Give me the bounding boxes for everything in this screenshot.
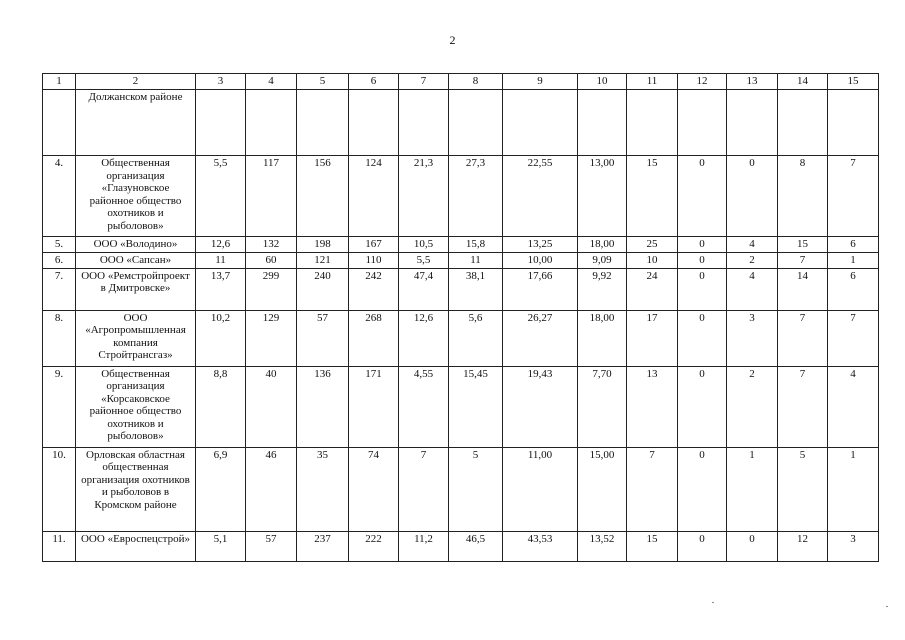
value-cell-col-6: 74 — [349, 447, 399, 531]
value-cell-col-13: 4 — [727, 237, 778, 253]
value-cell-col-4: 60 — [246, 253, 297, 269]
value-cell-col-5: 198 — [297, 237, 349, 253]
empty-cell — [449, 90, 503, 156]
organization-name-cell: ООО «Евроспецстрой» — [76, 531, 196, 561]
value-cell-col-9: 11,00 — [503, 447, 578, 531]
column-header: 13 — [727, 74, 778, 90]
row-number-cell: 8. — [43, 310, 76, 366]
empty-cell — [778, 90, 828, 156]
value-cell-col-14: 7 — [778, 253, 828, 269]
value-cell-col-10: 15,00 — [578, 447, 627, 531]
value-cell-col-12: 0 — [678, 531, 727, 561]
value-cell-col-5: 57 — [297, 310, 349, 366]
organization-name-cell: ООО «Агропромышленная компания Стройтрансгаз» — [76, 310, 196, 366]
value-cell-col-14: 7 — [778, 366, 828, 447]
value-cell-col-6: 171 — [349, 366, 399, 447]
value-cell-col-7: 4,55 — [399, 366, 449, 447]
value-cell-col-6: 124 — [349, 156, 399, 237]
value-cell-col-7: 11,2 — [399, 531, 449, 561]
value-cell-col-3: 5,5 — [196, 156, 246, 237]
value-cell-col-14: 8 — [778, 156, 828, 237]
row-number-cell: 4. — [43, 156, 76, 237]
empty-cell — [727, 90, 778, 156]
value-cell-col-12: 0 — [678, 237, 727, 253]
column-header: 2 — [76, 74, 196, 90]
row-number-cell: 11. — [43, 531, 76, 561]
value-cell-col-3: 10,2 — [196, 310, 246, 366]
column-header: 1 — [43, 74, 76, 90]
value-cell-col-15: 1 — [828, 253, 879, 269]
value-cell-col-5: 121 — [297, 253, 349, 269]
empty-cell — [678, 90, 727, 156]
value-cell-col-4: 132 — [246, 237, 297, 253]
value-cell-col-9: 26,27 — [503, 310, 578, 366]
organization-name-cell: ООО «Володино» — [76, 237, 196, 253]
value-cell-col-12: 0 — [678, 366, 727, 447]
value-cell-col-12: 0 — [678, 268, 727, 310]
row-number-cell: 5. — [43, 237, 76, 253]
row-number-cell: 9. — [43, 366, 76, 447]
organization-name-cell: ООО «Сапсан» — [76, 253, 196, 269]
value-cell-col-5: 35 — [297, 447, 349, 531]
value-cell-col-3: 13,7 — [196, 268, 246, 310]
value-cell-col-14: 14 — [778, 268, 828, 310]
column-header: 9 — [503, 74, 578, 90]
value-cell-col-9: 10,00 — [503, 253, 578, 269]
column-header: 15 — [828, 74, 879, 90]
value-cell-col-6: 167 — [349, 237, 399, 253]
value-cell-col-11: 7 — [627, 447, 678, 531]
value-cell-col-8: 15,8 — [449, 237, 503, 253]
continuation-row — [43, 90, 879, 156]
value-cell-col-10: 18,00 — [578, 310, 627, 366]
value-cell-col-11: 13 — [627, 366, 678, 447]
value-cell-col-8: 38,1 — [449, 268, 503, 310]
value-cell-col-14: 15 — [778, 237, 828, 253]
row-number-cell: 10. — [43, 447, 76, 531]
value-cell-col-10: 18,00 — [578, 237, 627, 253]
value-cell-col-15: 3 — [828, 531, 879, 561]
value-cell-col-3: 6,9 — [196, 447, 246, 531]
value-cell-col-12: 0 — [678, 447, 727, 531]
value-cell-col-6: 110 — [349, 253, 399, 269]
value-cell-col-10: 7,70 — [578, 366, 627, 447]
value-cell-col-15: 7 — [828, 310, 879, 366]
value-cell-col-14: 12 — [778, 531, 828, 561]
column-number-row — [43, 74, 879, 90]
value-cell-col-10: 13,00 — [578, 156, 627, 237]
value-cell-col-5: 237 — [297, 531, 349, 561]
value-cell-col-13: 2 — [727, 253, 778, 269]
value-cell-col-15: 4 — [828, 366, 879, 447]
value-cell-col-8: 5,6 — [449, 310, 503, 366]
organization-name-cell: Должанском районе — [76, 90, 196, 156]
empty-cell — [297, 90, 349, 156]
value-cell-col-4: 40 — [246, 366, 297, 447]
table-row — [43, 531, 879, 561]
value-cell-col-4: 117 — [246, 156, 297, 237]
value-cell-col-8: 15,45 — [449, 366, 503, 447]
value-cell-col-5: 240 — [297, 268, 349, 310]
value-cell-col-14: 5 — [778, 447, 828, 531]
table-row — [43, 268, 879, 310]
value-cell-col-13: 0 — [727, 531, 778, 561]
value-cell-col-15: 1 — [828, 447, 879, 531]
empty-cell — [196, 90, 246, 156]
organization-name-cell: Общественная организация «Корсаковское районное общество охотников и рыболовов» — [76, 366, 196, 447]
row-number-cell: 6. — [43, 253, 76, 269]
empty-cell — [503, 90, 578, 156]
value-cell-col-10: 13,52 — [578, 531, 627, 561]
value-cell-col-13: 1 — [727, 447, 778, 531]
organization-name-cell: Орловская областная общественная организация охотников и рыболовов в Кромском районе — [76, 447, 196, 531]
page-number: 2 — [449, 33, 456, 47]
value-cell-col-4: 299 — [246, 268, 297, 310]
column-header: 12 — [678, 74, 727, 90]
scan-speck — [886, 606, 888, 607]
value-cell-col-13: 4 — [727, 268, 778, 310]
value-cell-col-5: 136 — [297, 366, 349, 447]
value-cell-col-12: 0 — [678, 156, 727, 237]
value-cell-col-8: 11 — [449, 253, 503, 269]
value-cell-col-12: 0 — [678, 253, 727, 269]
data-table — [42, 73, 879, 562]
column-header: 10 — [578, 74, 627, 90]
value-cell-col-11: 15 — [627, 531, 678, 561]
value-cell-col-11: 25 — [627, 237, 678, 253]
value-cell-col-7: 47,4 — [399, 268, 449, 310]
column-header: 5 — [297, 74, 349, 90]
value-cell-col-3: 11 — [196, 253, 246, 269]
value-cell-col-8: 27,3 — [449, 156, 503, 237]
value-cell-col-13: 0 — [727, 156, 778, 237]
table-row — [43, 366, 879, 447]
value-cell-col-7: 10,5 — [399, 237, 449, 253]
empty-cell — [828, 90, 879, 156]
value-cell-col-13: 2 — [727, 366, 778, 447]
empty-cell — [578, 90, 627, 156]
row-number-cell: 7. — [43, 268, 76, 310]
value-cell-col-11: 24 — [627, 268, 678, 310]
row-number-cell — [43, 90, 76, 156]
value-cell-col-7: 5,5 — [399, 253, 449, 269]
column-header: 11 — [627, 74, 678, 90]
value-cell-col-3: 5,1 — [196, 531, 246, 561]
value-cell-col-10: 9,92 — [578, 268, 627, 310]
value-cell-col-15: 6 — [828, 237, 879, 253]
table-row — [43, 253, 879, 269]
value-cell-col-9: 13,25 — [503, 237, 578, 253]
column-header: 3 — [196, 74, 246, 90]
organization-name-cell: Общественная организация «Глазуновское районное общество охотников и рыболовов» — [76, 156, 196, 237]
value-cell-col-13: 3 — [727, 310, 778, 366]
table-row — [43, 447, 879, 531]
empty-cell — [627, 90, 678, 156]
value-cell-col-7: 12,6 — [399, 310, 449, 366]
value-cell-col-9: 43,53 — [503, 531, 578, 561]
value-cell-col-11: 17 — [627, 310, 678, 366]
value-cell-col-11: 15 — [627, 156, 678, 237]
column-header: 7 — [399, 74, 449, 90]
empty-cell — [349, 90, 399, 156]
value-cell-col-6: 242 — [349, 268, 399, 310]
value-cell-col-8: 46,5 — [449, 531, 503, 561]
value-cell-col-9: 17,66 — [503, 268, 578, 310]
value-cell-col-9: 19,43 — [503, 366, 578, 447]
column-header: 14 — [778, 74, 828, 90]
value-cell-col-3: 12,6 — [196, 237, 246, 253]
column-header: 6 — [349, 74, 399, 90]
empty-cell — [246, 90, 297, 156]
value-cell-col-10: 9,09 — [578, 253, 627, 269]
value-cell-col-8: 5 — [449, 447, 503, 531]
column-header: 4 — [246, 74, 297, 90]
value-cell-col-4: 57 — [246, 531, 297, 561]
value-cell-col-4: 46 — [246, 447, 297, 531]
value-cell-col-14: 7 — [778, 310, 828, 366]
table-row — [43, 156, 879, 237]
value-cell-col-4: 129 — [246, 310, 297, 366]
value-cell-col-6: 222 — [349, 531, 399, 561]
value-cell-col-12: 0 — [678, 310, 727, 366]
value-cell-col-15: 6 — [828, 268, 879, 310]
column-header: 8 — [449, 74, 503, 90]
value-cell-col-9: 22,55 — [503, 156, 578, 237]
organization-name-cell: ООО «Ремстройпроект в Дмитровске» — [76, 268, 196, 310]
value-cell-col-11: 10 — [627, 253, 678, 269]
value-cell-col-6: 268 — [349, 310, 399, 366]
value-cell-col-15: 7 — [828, 156, 879, 237]
value-cell-col-3: 8,8 — [196, 366, 246, 447]
table-row — [43, 237, 879, 253]
value-cell-col-7: 21,3 — [399, 156, 449, 237]
value-cell-col-5: 156 — [297, 156, 349, 237]
scan-speck — [712, 602, 714, 603]
value-cell-col-7: 7 — [399, 447, 449, 531]
table-row — [43, 310, 879, 366]
empty-cell — [399, 90, 449, 156]
